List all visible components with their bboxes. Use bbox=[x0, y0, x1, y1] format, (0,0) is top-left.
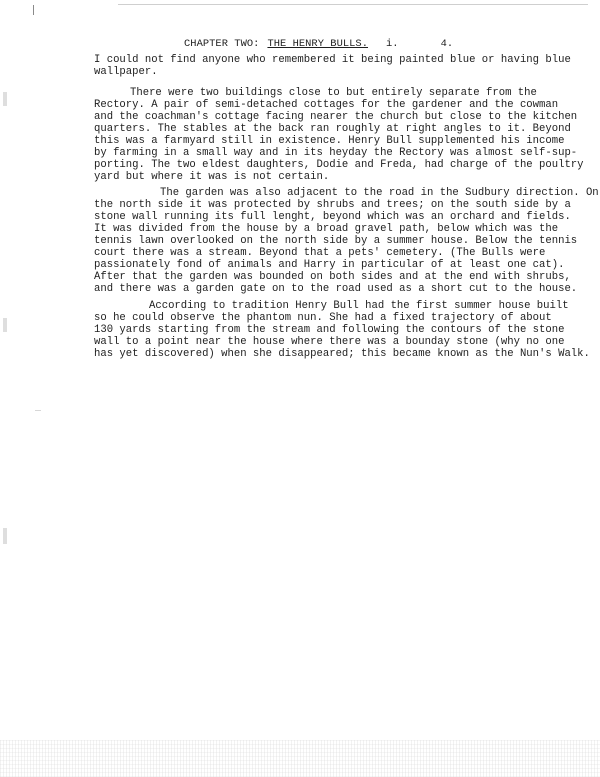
text-line: and the coachman's cottage facing nearer the church but close to the kitchen bbox=[94, 111, 578, 123]
scan-noise-band bbox=[0, 740, 600, 777]
chapter-numeral: i. bbox=[386, 38, 399, 50]
page-number: 4. bbox=[440, 38, 454, 50]
text-line: court there was a stream. Beyond that a pets' cemetery. (The Bulls were bbox=[94, 247, 546, 259]
text-line: porting. The two eldest daughters, Dodie and Freda, had charge of the poultry bbox=[94, 159, 584, 171]
text-line: 130 yards starting from the stream and following the contours of the stone bbox=[94, 324, 565, 336]
text-line: There were two buildings close to but entirely separate from the bbox=[130, 87, 537, 99]
text-line: has yet discovered) when she disappeared; this became known as the Nun's Walk. bbox=[94, 348, 590, 360]
text-line: I could not find anyone who remembered it being painted blue or having blue bbox=[94, 54, 571, 66]
top-edge-rule bbox=[118, 4, 588, 5]
text-line: passionately fond of animals and Harry in particular of at least one cat). bbox=[94, 259, 565, 271]
text-line: After that the garden was bounded on both sides and at the end with shrubs, bbox=[94, 271, 571, 283]
text-line: by farming in a small way and in its heyday the Rectory was almost self-sup- bbox=[94, 147, 578, 159]
scan-speck bbox=[3, 318, 7, 332]
text-line: It was divided from the house by a broad gravel path, below which was the bbox=[94, 223, 559, 235]
text-line: this was a farmyard still in existence. Henry Bull supplemented his income bbox=[94, 135, 565, 147]
text-line: so he could observe the phantom nun. She had a fixed trajectory of about bbox=[94, 312, 552, 324]
text-line: quarters. The stables at the back ran roughly at right angles to it. Beyond bbox=[94, 123, 571, 135]
text-line: and there was a garden gate on to the road used as a short cut to the house. bbox=[94, 283, 578, 295]
text-line: yard but where it was is not certain. bbox=[94, 171, 330, 183]
text-line: According to tradition Henry Bull had the first summer house built bbox=[149, 300, 569, 312]
corner-mark bbox=[33, 5, 34, 15]
chapter-title: THE HENRY BULLS. bbox=[267, 38, 369, 50]
scan-speck bbox=[35, 410, 41, 411]
chapter-label: CHAPTER TWO: bbox=[184, 38, 260, 50]
scan-speck bbox=[3, 92, 7, 106]
text-line: tennis lawn overlooked on the north side by a summer house. Below the tennis bbox=[94, 235, 578, 247]
text-line: wallpaper. bbox=[94, 66, 158, 78]
text-line: wall to a point near the house where there was a bounday stone (why no one bbox=[94, 336, 565, 348]
text-line: stone wall running its full lenght, beyond which was an orchard and fields. bbox=[94, 211, 571, 223]
scan-speck bbox=[3, 528, 7, 544]
chapter-header bbox=[184, 38, 453, 50]
text-line: Rectory. A pair of semi-detached cottages for the gardener and the cowman bbox=[94, 99, 559, 111]
text-line: The garden was also adjacent to the road in the Sudbury direction. On bbox=[160, 187, 599, 199]
text-line: the north side it was protected by shrubs and trees; on the south side by a bbox=[94, 199, 571, 211]
